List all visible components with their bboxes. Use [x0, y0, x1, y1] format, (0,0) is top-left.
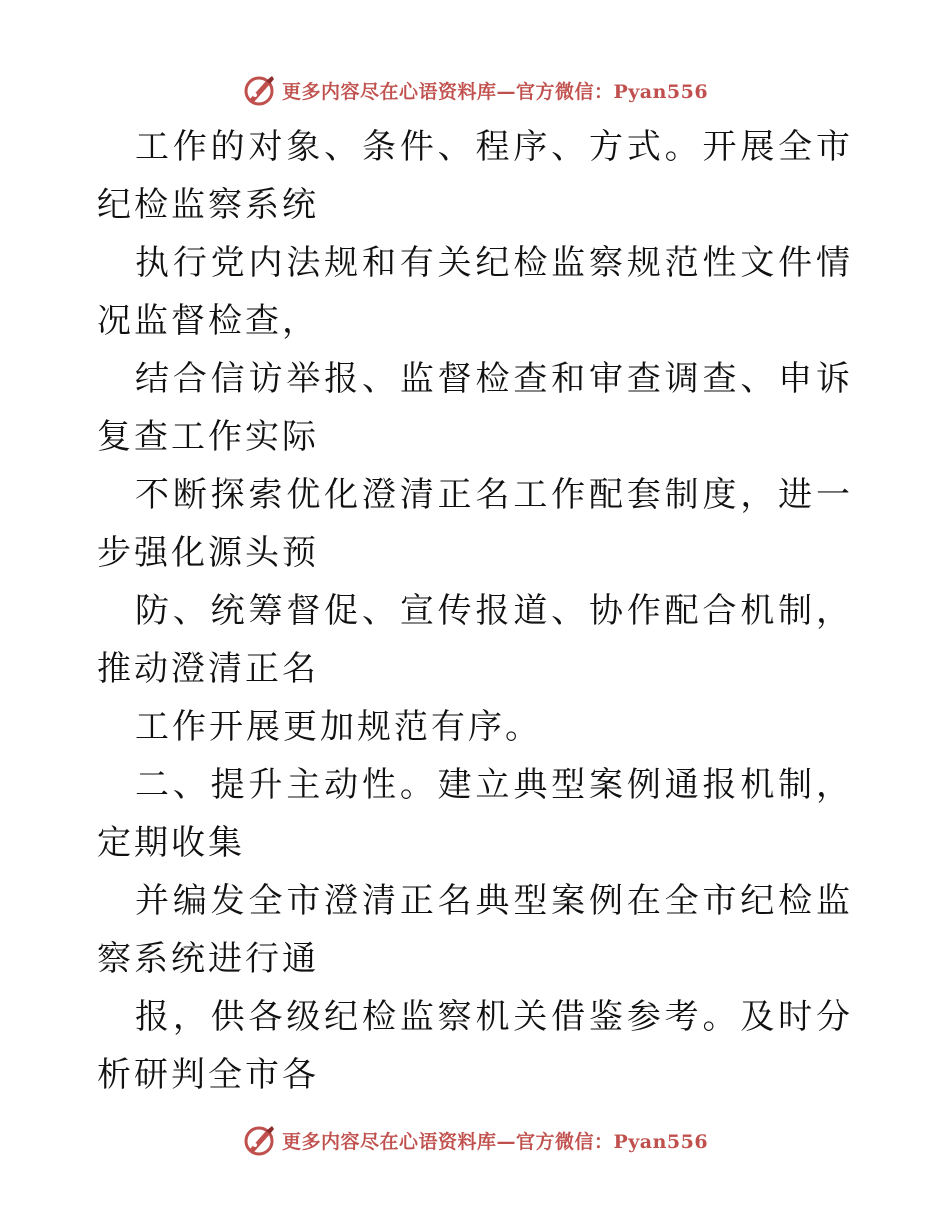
paragraph: 执行党内法规和有关纪检监察规范性文件情况监督检查，	[97, 243, 853, 341]
paragraph: 工作开展更加规范有序。	[135, 707, 542, 747]
document-body	[97, 118, 853, 1104]
pen-logo-icon	[242, 1123, 276, 1157]
paragraph: 不断探索优化澄清正名工作配套制度，进一步强化源头预	[97, 475, 853, 573]
paragraph: 防、统筹督促、宣传报道、协作配合机制，推动澄清正名	[97, 591, 853, 689]
pen-logo-icon	[242, 73, 276, 107]
paragraph: 工作的对象、条件、程序、方式。开展全市纪检监察系统	[97, 127, 853, 225]
footer-watermark	[0, 1120, 950, 1160]
paragraph: 二、提升主动性。建立典型案例通报机制，定期收集	[97, 765, 853, 863]
watermark-text: 更多内容尽在心语资料库—官方微信：Pyan556	[281, 1130, 709, 1153]
paragraph: 结合信访举报、监督检查和审查调查、申诉复查工作实际	[97, 359, 853, 457]
paragraph: 并编发全市澄清正名典型案例在全市纪检监察系统进行通	[97, 881, 853, 979]
watermark-text: 更多内容尽在心语资料库—官方微信：Pyan556	[281, 80, 709, 103]
paragraph: 报，供各级纪检监察机关借鉴参考。及时分析研判全市各	[97, 997, 853, 1095]
header-watermark	[0, 70, 950, 110]
